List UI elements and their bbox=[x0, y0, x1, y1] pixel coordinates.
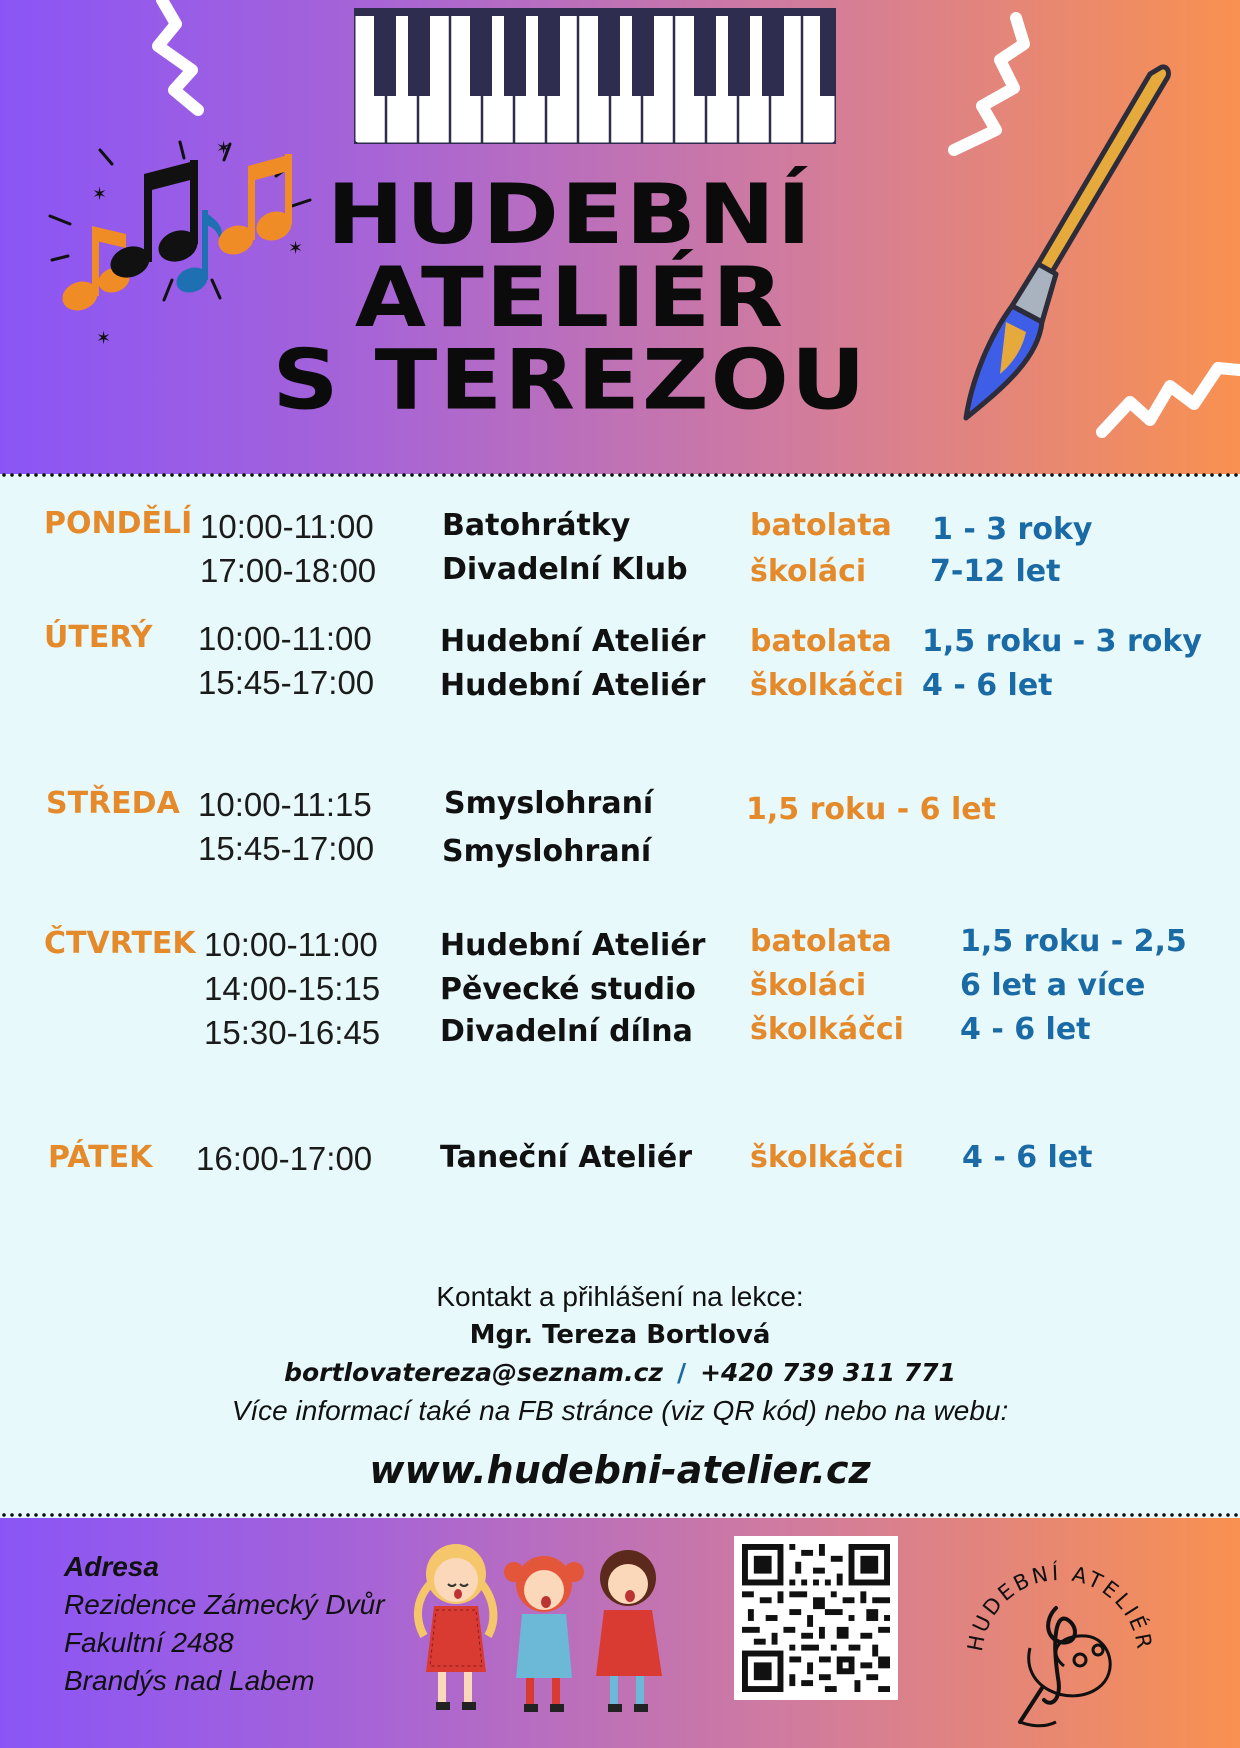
age-range: 1,5 roku - 6 let bbox=[746, 792, 996, 827]
contact-phone[interactable]: +420 739 311 771 bbox=[700, 1358, 956, 1387]
qr-code-pattern bbox=[742, 1544, 890, 1692]
website-link[interactable]: www.hudebni-atelier.cz bbox=[369, 1448, 871, 1492]
age-group: batolata bbox=[750, 508, 892, 543]
title-line-2: ATELIÉR bbox=[354, 249, 786, 346]
age-range: 4 - 6 let bbox=[962, 1140, 1093, 1175]
qr-code-icon[interactable] bbox=[734, 1536, 898, 1700]
day-wednesday: STŘEDA bbox=[46, 786, 180, 821]
address-block bbox=[64, 1548, 385, 1700]
activity-name: Smyslohraní bbox=[444, 786, 654, 821]
time-slot: 10:00-11:00 bbox=[200, 508, 374, 545]
time-slot: 17:00-18:00 bbox=[200, 552, 377, 589]
day-friday: PÁTEK bbox=[48, 1140, 153, 1175]
age-group: batolata bbox=[750, 924, 892, 959]
title-line-3: S TEREZOU bbox=[272, 332, 868, 429]
activity-name: Taneční Ateliér bbox=[440, 1140, 693, 1175]
age-range: 1,5 roku - 3 roky bbox=[922, 624, 1202, 659]
age-group: školkáčci bbox=[750, 668, 904, 703]
children-illustration-icon bbox=[406, 1532, 686, 1722]
zigzag-decoration-icon bbox=[140, 0, 220, 120]
contact-email-phone bbox=[0, 1354, 1240, 1392]
age-range: 4 - 6 let bbox=[922, 668, 1053, 703]
svg-text:✶: ✶ bbox=[216, 138, 232, 159]
activity-name: Hudební Ateliér bbox=[440, 928, 706, 963]
age-range: 6 let a více bbox=[960, 968, 1146, 1003]
activity-name: Smyslohraní bbox=[442, 834, 652, 869]
paintbrush-icon bbox=[960, 60, 1180, 430]
piano-keyboard-icon bbox=[354, 8, 836, 144]
dotted-divider bbox=[0, 472, 1240, 478]
footer-banner bbox=[0, 1518, 1240, 1748]
address-line: Rezidence Zámecký Dvůr bbox=[64, 1589, 385, 1620]
title-line-1: HUDEBNÍ bbox=[326, 166, 814, 263]
time-slot: 16:00-17:00 bbox=[196, 1140, 373, 1177]
age-range: 1,5 roku - 2,5 bbox=[960, 924, 1187, 959]
age-group: batolata bbox=[750, 624, 892, 659]
svg-text:✶: ✶ bbox=[288, 238, 304, 259]
contact-more-info: Více informací také na FB stránce (viz QR kód) nebo na webu: bbox=[231, 1395, 1009, 1426]
svg-text:✶: ✶ bbox=[96, 328, 112, 349]
day-tuesday: ÚTERÝ bbox=[44, 620, 153, 655]
time-slot: 10:00-11:15 bbox=[198, 786, 372, 823]
contact-name: Mgr. Tereza Bortlová bbox=[469, 1320, 771, 1350]
svg-text:✶: ✶ bbox=[92, 184, 108, 205]
age-range: 1 - 3 roky bbox=[932, 512, 1093, 547]
time-slot: 14:00-15:15 bbox=[204, 970, 381, 1007]
activity-name: Divadelní dílna bbox=[440, 1014, 693, 1049]
logo-text: HUDEBNÍ ATELIÉR bbox=[963, 1560, 1157, 1654]
svg-text:HUDEBNÍ ATELIÉR bbox=[963, 1560, 1157, 1653]
address-line: Brandýs nad Labem bbox=[64, 1665, 315, 1696]
time-slot: 10:00-11:00 bbox=[198, 620, 372, 657]
time-slot: 15:45-17:00 bbox=[198, 830, 375, 867]
age-range: 4 - 6 let bbox=[960, 1012, 1091, 1047]
address-title: Adresa bbox=[64, 1551, 159, 1582]
time-slot: 10:00-11:00 bbox=[204, 926, 378, 963]
contact-separator: / bbox=[676, 1358, 687, 1387]
contact-email[interactable]: bortlovatereza@seznam.cz bbox=[284, 1358, 663, 1387]
time-slot: 15:30-16:45 bbox=[204, 1014, 381, 1051]
contact-intro: Kontakt a přihlášení na lekce: bbox=[436, 1281, 804, 1312]
activity-name: Hudební Ateliér bbox=[440, 668, 706, 703]
page-title bbox=[270, 166, 870, 429]
age-group: školáci bbox=[750, 554, 867, 589]
age-group: školkáčci bbox=[750, 1140, 904, 1175]
activity-name: Pěvecké studio bbox=[440, 972, 696, 1007]
day-monday: PONDĚLÍ bbox=[44, 506, 193, 541]
header-banner bbox=[0, 0, 1240, 474]
contact-section bbox=[0, 1278, 1240, 1430]
address-line: Fakultní 2488 bbox=[64, 1627, 234, 1658]
age-group: školkáčci bbox=[750, 1012, 904, 1047]
time-slot: 15:45-17:00 bbox=[198, 664, 375, 701]
age-range: 7-12 let bbox=[930, 554, 1061, 589]
activity-name: Batohrátky bbox=[442, 508, 631, 543]
day-thursday: ČTVRTEK bbox=[44, 926, 196, 961]
activity-name: Divadelní Klub bbox=[442, 552, 688, 587]
age-group: školáci bbox=[750, 968, 867, 1003]
treble-clef-palette-logo-icon bbox=[960, 1538, 1160, 1738]
activity-name: Hudební Ateliér bbox=[440, 624, 706, 659]
